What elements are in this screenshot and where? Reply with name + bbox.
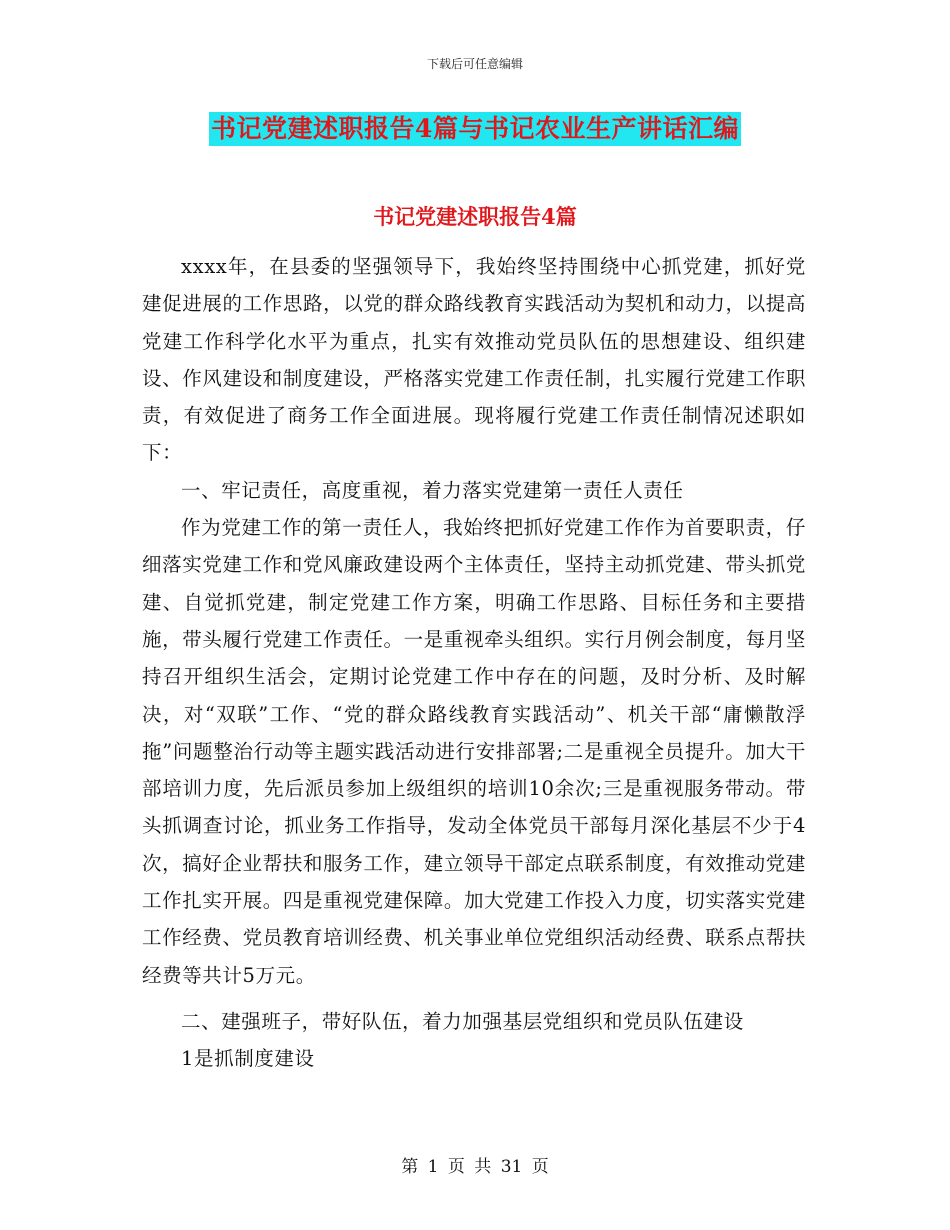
main-title: 书记党建述职报告4篇与书记农业生产讲话汇编 xyxy=(209,112,741,146)
paragraph-intro: xxxx年，在县委的坚强领导下，我始终坚持围绕中心抓党建，抓好党建促进展的工作思路，以党的群众路线教育实践活动为契机和动力，以提高党建工作科学化水平为重点，扎实有效推动党员队伍的思想建设、组织建设、作风建设和制度建设，严格落实党建工作责任制，扎实履行党建工作职责，有效促进了商务工作全面进展。现将履行党建工作责任制情况述职如下： xyxy=(142,255,806,465)
subheading-system-building: 1是抓制度建设 xyxy=(181,1047,315,1071)
heading-part-one: 一、牢记责任，高度重视，着力落实党建第一责任人责任 xyxy=(181,478,684,502)
heading-part-two: 二、建强班子，带好队伍，着力加强基层党组织和党员队伍建设 xyxy=(181,1009,744,1033)
section-title: 书记党建述职报告4篇 xyxy=(373,204,577,229)
body-text xyxy=(142,248,806,1078)
paragraph-part-one: 作为党建工作的第一责任人，我始终把抓好党建工作作为首要职责，仔细落实党建工作和党风廉政建设两个主体责任，坚持主动抓党建、带头抓党建、自觉抓党建，制定党建工作方案，明确工作思路、目标任务和主要措施，带头履行党建工作责任。一是重视牵头组织。实行月例会制度，每月坚持召开组织生活会，定期讨论党建工作中存在的问题，及时分析、及时解决，对“双联”工作、“党的群众路线教育实践活动”、机关干部“庸懒散浮拖”问题整治行动等主题实践活动进行安排部署;二是重视全员提升。加大干部培训力度，先后派员参加上级组织的培训10余次;三是重视服务带动。带头抓调查讨论，抓业务工作指导，发动全体党员干部每月深化基层不少于4次，搞好企业帮扶和服务工作，建立领导干部定点联系制度，有效推动党建工作扎实开展。四是重视党建保障。加大党建工作投入力度，切实落实党建工作经费、党员教育培训经费、机关事业单位党组织活动经费、联系点帮扶经费等共计5万元。 xyxy=(142,516,806,987)
page-footer: 第 1 页 共 31 页 xyxy=(401,1157,549,1177)
main-title-wrapper xyxy=(0,112,950,146)
header-note: 下载后可任意编辑 xyxy=(426,57,523,71)
